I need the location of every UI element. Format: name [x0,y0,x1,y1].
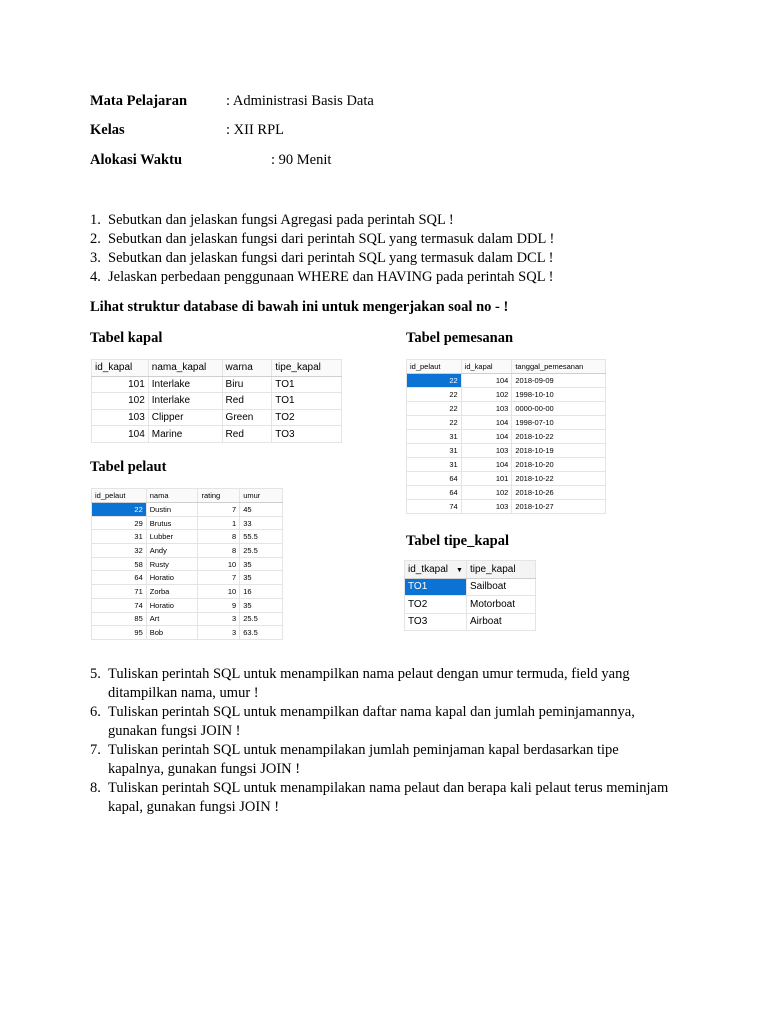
instruction-text: Lihat struktur database di bawah ini untuk mengerjakan soal no - ! [90,299,509,315]
table-row [92,544,283,558]
table-cell[interactable]: Interlake [148,376,222,393]
table-cell[interactable]: 35 [240,571,283,585]
table-row [92,530,283,544]
table-row [407,444,606,458]
table-cell-selected[interactable]: TO1 [405,578,467,596]
table-cell[interactable]: 104 [461,374,512,388]
table-row [92,516,283,530]
question-item: 7. Tuliskan perintah SQL untuk menampilakan jumlah peminjaman kapal berdasarkan tipe kapalnya, gunakan fungsi JOIN ! [90,742,619,777]
table-cell[interactable]: 95 [92,626,147,640]
kelas-label: Kelas [90,122,125,138]
table-cell[interactable]: 2018-09-09 [512,374,606,388]
question-item: 8. Tuliskan perintah SQL untuk menampilakan nama pelaut dan berapa kali pelaut terus meminjam kapal, gunakan fungsi JOIN ! [90,780,669,815]
table-cell[interactable]: 63.5 [240,626,283,640]
sort-down-icon[interactable]: ▼ [456,566,463,574]
table-cell[interactable]: Green [222,409,272,426]
table-row [407,430,606,444]
table-row [405,578,536,596]
tabel-pemesanan-grid [406,359,606,514]
table-cell[interactable]: Motorboat [466,596,535,614]
table-row [407,402,606,416]
question-item: 2. Sebutkan dan jelaskan fungsi dari perintah SQL yang termasuk dalam DDL ! [90,231,555,247]
question-item: 5. Tuliskan perintah SQL untuk menampilkan nama pelaut dengan umur termuda, field yang ditampilkan nama, umur ! [90,666,630,701]
table-row [407,416,606,430]
table-cell[interactable]: 16 [240,585,283,599]
table-cell[interactable]: Art [146,612,198,626]
table-cell[interactable]: Biru [222,376,272,393]
table-cell[interactable]: 58 [92,557,147,571]
table-cell[interactable]: 102 [92,393,149,410]
table-cell[interactable]: 2018-10-20 [512,458,606,472]
tabel-pelaut-title: Tabel pelaut [90,459,167,475]
column-header[interactable]: umur [240,489,283,503]
column-header[interactable]: id_kapal [92,360,149,377]
table-cell[interactable]: 7 [198,503,240,517]
table-cell[interactable]: Zorba [146,585,198,599]
table-row [92,571,283,585]
table-cell[interactable]: Clipper [148,409,222,426]
column-header[interactable]: id_tkapal ▼ [405,561,467,579]
table-cell[interactable]: TO1 [272,376,342,393]
question-item: 6. Tuliskan perintah SQL untuk menampilkan daftar nama kapal dan jumlah peminjamannya, gunakan fungsi JOIN ! [90,704,635,739]
kelas-value: : XII RPL [226,122,284,138]
table-cell[interactable]: 102 [461,388,512,402]
table-cell[interactable]: Sailboat [466,578,535,596]
table-cell[interactable]: 31 [407,430,462,444]
column-header[interactable]: tanggal_pemesanan [512,360,606,374]
column-header[interactable]: id_pelaut [92,489,147,503]
table-cell[interactable]: 2018-10-27 [512,500,606,514]
column-header[interactable]: rating [198,489,240,503]
column-header[interactable]: warna [222,360,272,377]
question-list-a [90,211,710,287]
table-row [92,503,283,517]
table-row [92,612,283,626]
table-cell[interactable]: 1998-10-10 [512,388,606,402]
table-cell[interactable]: TO3 [405,613,467,631]
table-cell[interactable]: TO2 [272,409,342,426]
table-row [92,376,342,393]
table-cell[interactable]: TO2 [405,596,467,614]
table-cell[interactable]: Interlake [148,393,222,410]
table-row [92,557,283,571]
tabel-tipe-kapal-title: Tabel tipe_kapal [406,533,510,549]
table-cell[interactable]: Red [222,426,272,443]
table-row [92,409,342,426]
table-cell[interactable]: 32 [92,544,147,558]
tabel-kapal-title: Tabel kapal [90,330,163,346]
table-cell-selected[interactable]: 22 [92,503,147,517]
table-row [407,472,606,486]
table-cell[interactable]: TO3 [272,426,342,443]
table-cell[interactable]: 22 [407,416,462,430]
table-cell[interactable]: 31 [92,530,147,544]
table-cell[interactable]: 3 [198,612,240,626]
table-cell[interactable]: Rusty [146,557,198,571]
table-cell[interactable]: 2018-10-19 [512,444,606,458]
table-cell[interactable]: 1 [198,516,240,530]
table-cell[interactable]: 71 [92,585,147,599]
table-cell[interactable]: 102 [461,486,512,500]
tabel-tipe-kapal-grid [404,560,536,631]
table-cell[interactable]: 103 [92,409,149,426]
table-cell[interactable]: Lubber [146,530,198,544]
table-cell[interactable]: Andy [146,544,198,558]
question-list-b [90,665,670,817]
table-cell[interactable]: 101 [461,472,512,486]
table-cell[interactable]: TO1 [272,393,342,410]
table-cell[interactable]: 1998-07-10 [512,416,606,430]
table-cell[interactable]: 7 [198,571,240,585]
table-row [407,374,606,388]
table-cell[interactable]: 3 [198,626,240,640]
column-header[interactable]: nama [146,489,198,503]
table-row [92,426,342,443]
column-header[interactable]: id_kapal [461,360,512,374]
table-cell[interactable]: 104 [92,426,149,443]
table-cell[interactable]: 64 [407,472,462,486]
table-row [405,613,536,631]
table-cell[interactable]: 45 [240,503,283,517]
table-cell[interactable]: 101 [92,376,149,393]
table-cell[interactable]: 2018-10-26 [512,486,606,500]
table-cell[interactable]: 74 [92,598,147,612]
table-row [405,596,536,614]
table-cell[interactable]: 31 [407,458,462,472]
table-row [92,585,283,599]
table-cell[interactable]: Horatio [146,571,198,585]
table-cell[interactable]: 85 [92,612,147,626]
table-cell[interactable]: 35 [240,598,283,612]
table-row [407,388,606,402]
table-cell[interactable]: Dustin [146,503,198,517]
table-row [92,393,342,410]
table-cell[interactable]: 64 [92,571,147,585]
table-cell[interactable]: Airboat [466,613,535,631]
table-cell[interactable]: 25.5 [240,612,283,626]
question-item: 1. Sebutkan dan jelaskan fungsi Agregasi pada perintah SQL ! [90,212,454,228]
table-cell[interactable]: 25.5 [240,544,283,558]
column-header[interactable]: tipe_kapal [272,360,342,377]
table-cell[interactable]: 0000-00-00 [512,402,606,416]
column-header[interactable]: tipe_kapal [466,561,535,579]
table-cell[interactable]: 29 [92,516,147,530]
table-cell[interactable]: 2018-10-22 [512,472,606,486]
table-cell[interactable]: Horatio [146,598,198,612]
question-item: 4. Jelaskan perbedaan penggunaan WHERE dan HAVING pada perintah SQL ! [90,269,554,285]
tabel-pemesanan-title: Tabel pemesanan [406,330,514,346]
table-cell[interactable]: Brutus [146,516,198,530]
question-item: 3. Sebutkan dan jelaskan fungsi dari perintah SQL yang termasuk dalam DCL ! [90,250,554,266]
table-cell[interactable]: Marine [148,426,222,443]
table-cell[interactable]: 103 [461,500,512,514]
table-cell[interactable]: 104 [461,430,512,444]
table-cell[interactable]: 22 [407,388,462,402]
table-cell[interactable]: 104 [461,458,512,472]
waktu-value: : 90 Menit [271,152,332,168]
table-row [92,626,283,640]
table-row [407,458,606,472]
table-cell[interactable]: Bob [146,626,198,640]
table-cell[interactable]: Red [222,393,272,410]
table-cell[interactable]: 103 [461,402,512,416]
column-header[interactable]: id_pelaut [407,360,462,374]
tabel-pelaut-grid [91,488,283,640]
table-cell[interactable]: 10 [198,557,240,571]
waktu-label: Alokasi Waktu [90,152,183,168]
column-header[interactable]: nama_kapal [148,360,222,377]
mapel-label: Mata Pelajaran [90,93,188,109]
table-cell[interactable]: 8 [198,544,240,558]
table-cell[interactable]: 2018-10-22 [512,430,606,444]
tabel-kapal-grid [91,359,342,443]
table-cell[interactable]: 8 [198,530,240,544]
table-cell[interactable]: 104 [461,416,512,430]
table-cell[interactable]: 74 [407,500,462,514]
mapel-value: : Administrasi Basis Data [226,93,374,109]
table-cell[interactable]: 9 [198,598,240,612]
table-cell[interactable]: 55.5 [240,530,283,544]
table-cell-selected[interactable]: 22 [407,374,462,388]
table-cell[interactable]: 103 [461,444,512,458]
table-cell[interactable]: 35 [240,557,283,571]
table-row [92,598,283,612]
table-cell[interactable]: 31 [407,444,462,458]
table-cell[interactable]: 22 [407,402,462,416]
table-row [407,486,606,500]
table-cell[interactable]: 33 [240,516,283,530]
table-cell[interactable]: 64 [407,486,462,500]
table-cell[interactable]: 10 [198,585,240,599]
table-row [407,500,606,514]
